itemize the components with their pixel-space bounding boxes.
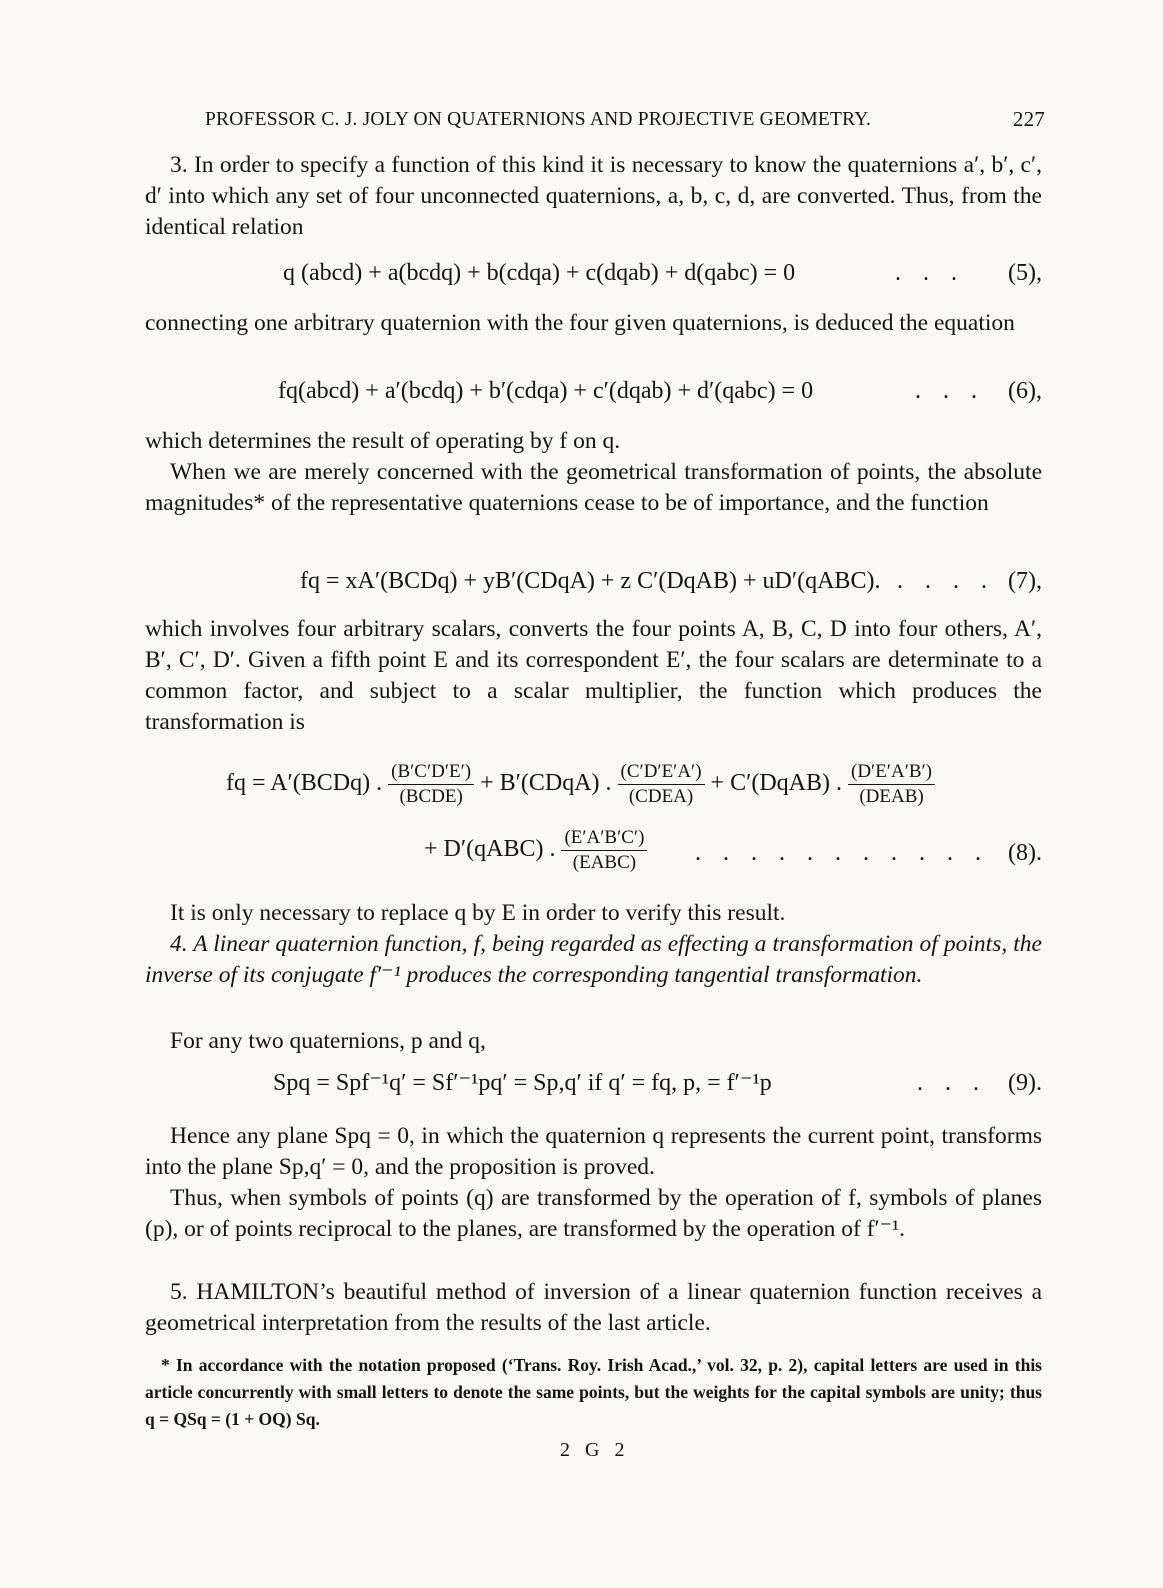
paragraph-involves: which involves four arbitrary scalars, converts the four points A, B, C, D into four others, A′, B′, C′, D′. Given a fifth point E and its correspondent E′, the four scalars are determinate to a common factor, and subject to a scalar multiplier, the function which produces the transformation is bbox=[145, 616, 1042, 735]
eq8-fraction-4-numerator: (E′A′B′C′) bbox=[561, 826, 647, 851]
eq8-fraction-3-numerator: (D′E′A′B′) bbox=[848, 760, 935, 785]
equation-6 bbox=[145, 376, 1042, 408]
equation-5-tag: (5), bbox=[1008, 260, 1042, 286]
equation-7-expression: fq = xA′(BCDq) + yB′(CDqA) + z C′(DqAB) + uD′(qABC). bbox=[300, 568, 881, 594]
leader-dots: . . . bbox=[895, 260, 965, 286]
eq8-fraction-1-numerator: (B′C′D′E′) bbox=[388, 760, 474, 785]
equation-9-expression: Spq = Spf⁻¹q′ = Sf′⁻¹pq′ = Sp,q′ if q′ = fq, p, = f′⁻¹p bbox=[273, 1070, 772, 1096]
eq8-term-3: + C′(DqAB) . bbox=[710, 770, 842, 797]
paragraph-3: 3. In order to specify a function of this kind it is necessary to know the quaternions a′, b′, c′, d′ into which any set of four unconnected quaternions, a, b, c, d, are converted. Thus, from the identical relation bbox=[145, 152, 1042, 240]
page-number: 227 bbox=[1012, 107, 1045, 131]
equation-8-tag-row bbox=[145, 838, 1042, 870]
paragraph-5: 5. HAMILTON’s beautiful method of inversion of a linear quaternion function receives a geometrical interpretation from the results of the last article. bbox=[145, 1279, 1042, 1336]
eq8-term-1: fq = A′(BCDq) . bbox=[226, 770, 383, 797]
eq8-fraction-4-denominator: (EABC) bbox=[572, 852, 637, 873]
equation-5-expression: q (abcd) + a(bcdq) + b(cdqa) + c(dqab) + d(qabc) = 0 bbox=[283, 260, 796, 286]
equation-7-tag: (7), bbox=[1008, 568, 1042, 594]
signature-mark: 2 G 2 bbox=[560, 1439, 630, 1461]
running-header bbox=[205, 104, 1045, 135]
equation-6-expression: fq(abcd) + a′(bcdq) + b′(cdqa) + c′(dqab) + d′(qabc) = 0 bbox=[278, 378, 814, 404]
eq8-term-4: + D′(qABC) . bbox=[424, 836, 556, 863]
eq8-fraction-2-denominator: (CDEA) bbox=[628, 786, 694, 807]
paragraph-when: When we are merely concerned with the geometrical transformation of points, the absolute magnitudes* of the representative quaternions cease to be of importance, and the function bbox=[145, 459, 1042, 516]
running-title: PROFESSOR C. J. JOLY ON QUATERNIONS AND PROJECTIVE GEOMETRY. bbox=[205, 109, 872, 130]
eq8-fraction-2-numerator: (C′D′E′A′) bbox=[618, 760, 705, 785]
equation-6-tag: (6), bbox=[1008, 378, 1042, 404]
footnote: * In accordance with the notation proposed (‘Trans. Roy. Irish Acad.,’ vol. 32, p. 2), capital letters are used in this article concurrently with small letters to denote the same points, but the weights for the capital symbols are unity; thus q = QSq = (1 + OQ) Sq. bbox=[145, 1355, 1042, 1429]
eq8-fraction-3 bbox=[848, 760, 935, 809]
paragraph-hence: Hence any plane Spq = 0, in which the quaternion q represents the current point, transforms into the plane Sp,q′ = 0, and the proposition is proved. bbox=[145, 1123, 1042, 1180]
paragraph-determines: which determines the result of operating by f on q. bbox=[145, 428, 621, 454]
leader-dots: . . . . bbox=[897, 568, 995, 594]
paragraph-only: It is only necessary to replace q by E in order to verify this result. bbox=[170, 900, 786, 926]
paragraph-connecting: connecting one arbitrary quaternion with the four given quaternions, is deduced the equation bbox=[145, 310, 1015, 336]
eq8-fraction-1-denominator: (BCDE) bbox=[399, 786, 463, 807]
leader-dots: . . . bbox=[917, 1070, 987, 1096]
equation-7 bbox=[145, 566, 1042, 598]
eq8-term-2: + B′(CDqA) . bbox=[480, 770, 612, 797]
paragraph-thus: Thus, when symbols of points (q) are transformed by the operation of f, symbols of planes (p), or of points reciprocal to the planes, are transformed by the operation of f′⁻¹. bbox=[145, 1185, 1042, 1242]
leader-dots: . . . bbox=[915, 378, 985, 404]
eq8-fraction-1 bbox=[388, 760, 474, 809]
equation-8-line-1 bbox=[226, 760, 935, 809]
eq8-fraction-3-denominator: (DEAB) bbox=[859, 786, 924, 807]
equation-9-tag: (9). bbox=[1008, 1070, 1042, 1096]
equation-8-tag: (8). bbox=[1008, 840, 1042, 866]
eq8-fraction-2 bbox=[618, 760, 705, 809]
paragraph-for-any: For any two quaternions, p and q, bbox=[170, 1028, 486, 1054]
equation-5 bbox=[145, 258, 1042, 290]
paragraph-4-proposition: 4. A linear quaternion function, f, being regarded as effecting a transformation of points, the inverse of its conjugate f′⁻¹ produces the corresponding tangential transformation. bbox=[145, 931, 1042, 988]
leader-dots: . . . . . . . . . . . bbox=[695, 840, 989, 866]
equation-9 bbox=[145, 1068, 1042, 1100]
